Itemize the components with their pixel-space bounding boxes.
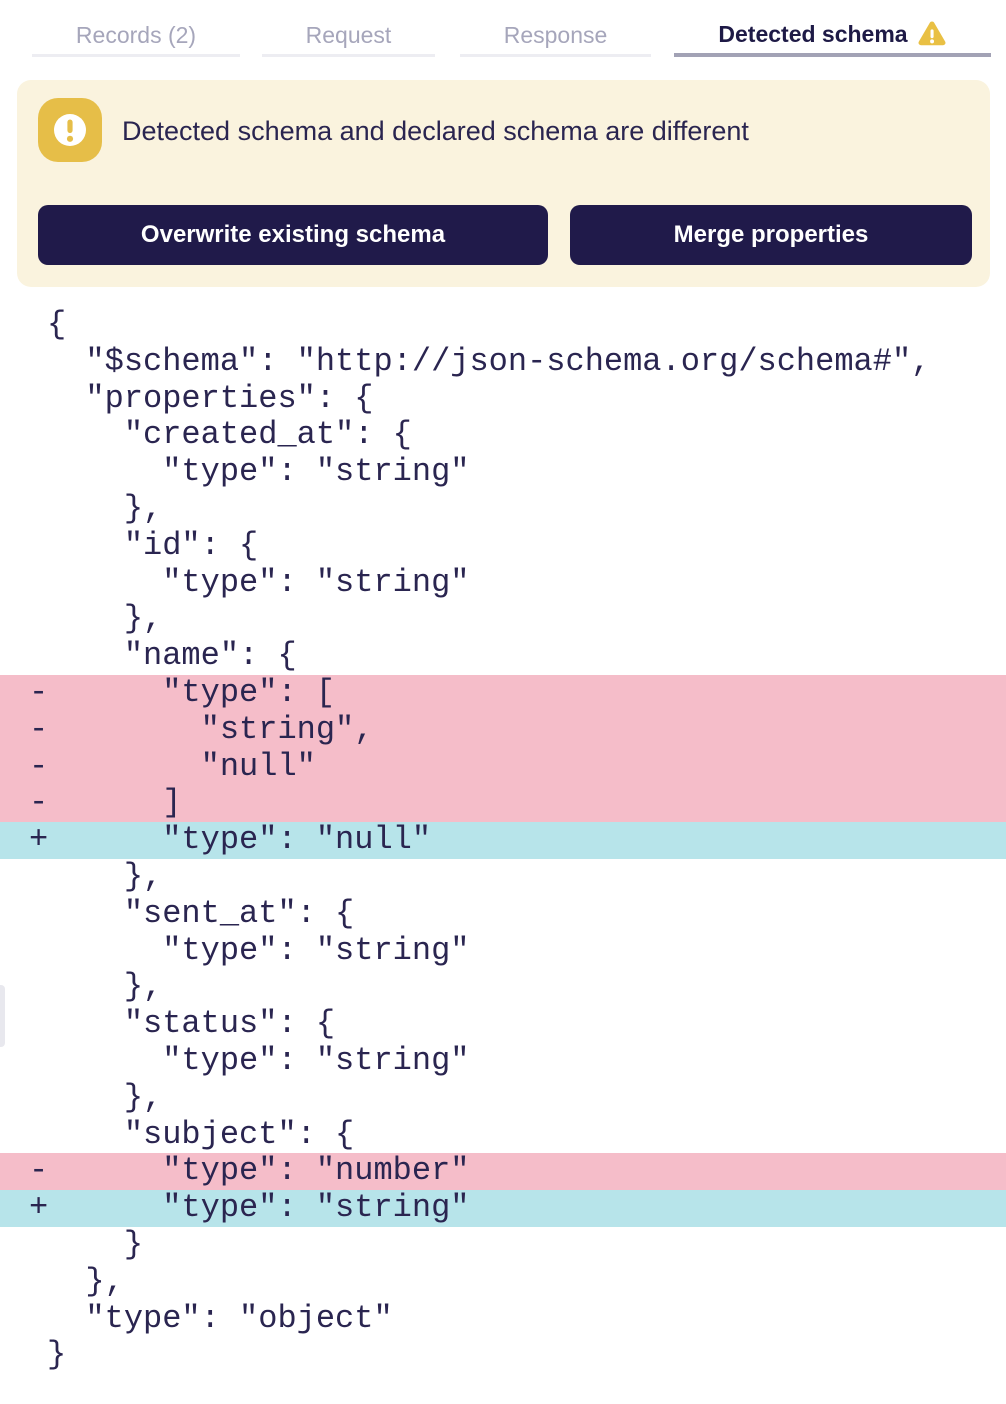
code-text: "null" [47, 747, 316, 785]
diff-removed-marker: - [29, 673, 49, 711]
tab-records[interactable] [32, 16, 240, 57]
tab-bar [0, 0, 1006, 57]
code-line: "created_at": { [47, 416, 412, 454]
code-line-removed [0, 712, 1006, 749]
code-line-added [0, 822, 1006, 859]
code-line: { [47, 306, 67, 343]
tab-response-label: Response [503, 21, 608, 48]
schema-mismatch-banner [17, 80, 990, 287]
code-line: }, [47, 1078, 163, 1116]
code-line: "name": { [47, 637, 297, 675]
code-text: "type": [ [47, 673, 336, 711]
code-line: } [47, 1225, 144, 1263]
code-line: }, [47, 857, 163, 895]
code-line: }, [47, 968, 163, 1006]
schema-diff-view [0, 307, 1006, 1374]
code-line-removed [0, 675, 1006, 712]
tab-response[interactable] [460, 16, 651, 57]
code-line: "type": "string" [47, 563, 470, 601]
merge-properties-button[interactable]: Merge properties [570, 205, 972, 265]
tab-records-label: Records (2) [75, 21, 197, 48]
code-line: "sent_at": { [47, 894, 355, 932]
code-text: "type": "number" [47, 1152, 470, 1190]
code-line: "subject": { [47, 1115, 355, 1153]
tab-detected-schema-label: Detected schema [718, 21, 908, 47]
code-line: "type": "object" [47, 1299, 393, 1337]
overwrite-existing-schema-button[interactable]: Overwrite existing schema [38, 205, 548, 265]
exclamation-circle-icon [38, 98, 102, 162]
diff-added-marker: + [29, 1189, 49, 1227]
code-line: "id": { [47, 526, 259, 564]
code-text: "type": "null" [47, 821, 432, 859]
tab-request-label: Request [305, 21, 392, 48]
code-line-added [0, 1190, 1006, 1227]
code-line: "$schema": "http://json-schema.org/schema#", [47, 342, 931, 380]
tab-detected-schema[interactable] [674, 16, 991, 57]
banner-buttons [38, 205, 972, 265]
code-line: } [47, 1336, 67, 1374]
diff-removed-marker: - [29, 1152, 49, 1190]
left-scrollbar-thumb[interactable] [0, 985, 5, 1047]
code-line: }, [47, 489, 163, 527]
code-line-removed [0, 785, 1006, 822]
code-text: "string", [47, 710, 374, 748]
diff-removed-marker: - [29, 710, 49, 748]
diff-added-marker: + [29, 821, 49, 859]
banner-message: Detected schema and declared schema are different [122, 116, 749, 146]
code-line: }, [47, 1262, 124, 1300]
tab-request[interactable] [262, 16, 435, 57]
code-line-removed [0, 1153, 1006, 1190]
code-line-removed [0, 749, 1006, 786]
code-line: }, [47, 600, 163, 638]
warning-triangle-icon [917, 21, 947, 48]
code-line: "type": "string" [47, 931, 470, 969]
code-line: "type": "string" [47, 453, 470, 491]
code-line: "type": "string" [47, 1041, 470, 1079]
code-line: "properties": { [47, 379, 374, 417]
code-text: ] [47, 784, 182, 822]
code-line: "status": { [47, 1005, 336, 1043]
diff-removed-marker: - [29, 784, 49, 822]
diff-removed-marker: - [29, 747, 49, 785]
code-text: "type": "string" [47, 1189, 470, 1227]
